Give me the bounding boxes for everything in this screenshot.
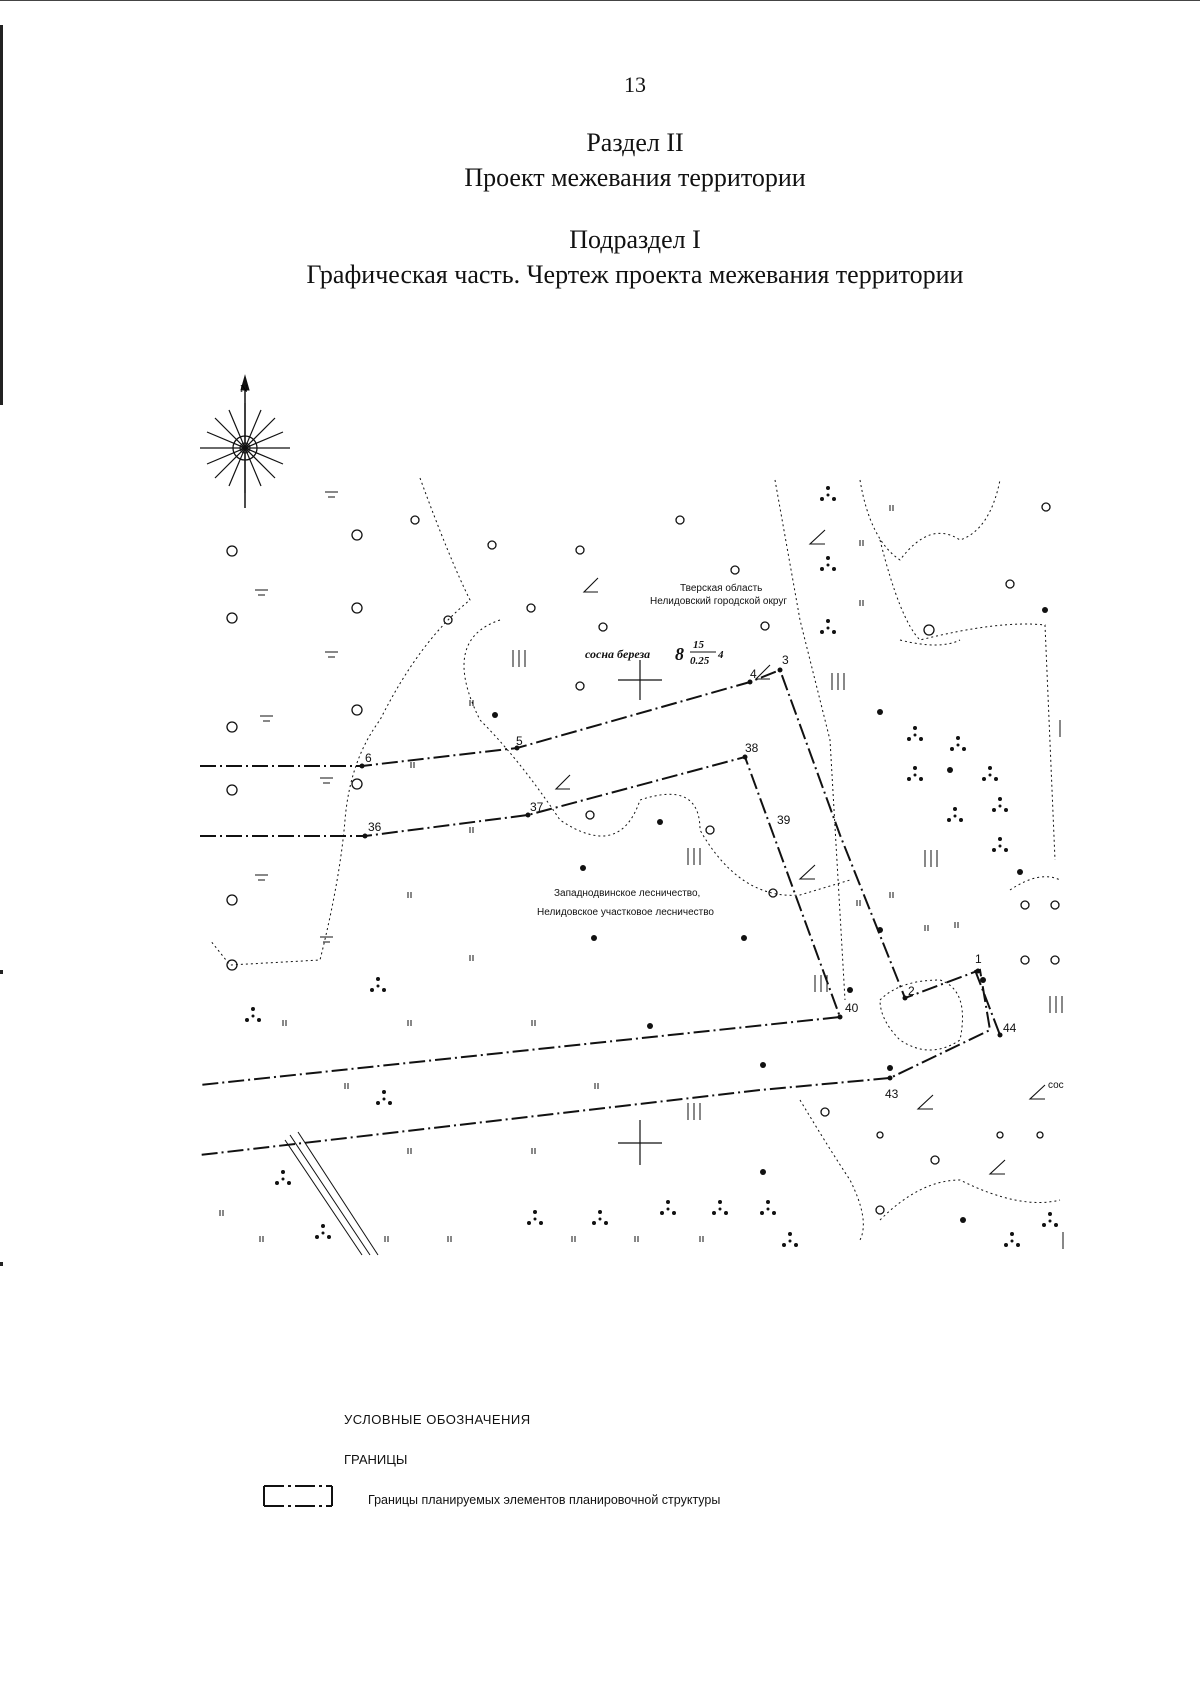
page-top-edge [0,0,1200,1]
grass-symbols [255,492,338,942]
north-label: N [240,383,248,395]
point-label: 6 [365,751,372,765]
legend-subtitle: ГРАНИЦЫ [344,1452,408,1467]
point-label: 5 [516,734,523,748]
subsection-subtitle: Графическая часть. Чертеж проекта межевания территории [306,260,964,289]
legend-item-label: Границы планируемых элементов планировочной структуры [368,1493,721,1507]
section-subtitle: Проект межевания территории [464,163,806,192]
point-label: 36 [368,820,382,834]
forest-num-bottom: 0.25 [690,655,710,667]
dotted-contours [210,478,1060,1240]
point-label: 37 [530,800,544,814]
point-label: 43 [885,1087,899,1101]
point-label: 44 [1003,1021,1017,1035]
forest-note: сосна береза [585,647,651,661]
scan-edge-mark [0,1262,3,1266]
angle-symbols [556,530,1045,1174]
region-label-2: Нелидовский городской округ [650,596,787,607]
survey-map [0,360,1200,1260]
hatch-marks [513,650,1063,1249]
point-label: 38 [745,741,759,755]
forest-num-top: 15 [693,639,704,651]
legend-title: УСЛОВНЫЕ ОБОЗНАЧЕНИЯ [344,1412,531,1427]
compass-rose-icon [200,376,290,508]
point-label: 3 [782,653,789,667]
forestry-label-2: Нелидовское участковое лесничество [537,907,714,918]
section-title: Раздел II [586,128,684,157]
point-label: 2 [908,984,915,998]
point-labels [365,653,1017,1101]
boundary-point-dots [360,668,1003,1081]
double-ticks [220,505,958,1242]
point-label: 4 [750,667,757,681]
circle-symbols [227,503,1059,1214]
point-label: 40 [845,1001,859,1015]
boundary-legend-swatch [262,1483,334,1509]
misc-label: сос [1048,1080,1064,1091]
forest-num-right: 4 [718,649,724,661]
forestry-label-1: Западнодвинское лесничество, [554,888,701,899]
point-label: 1 [975,952,982,966]
point-label: 39 [777,813,791,827]
forest-stand-annotation [585,639,724,667]
subsection-title: Подраздел I [569,225,701,254]
region-label-1: Тверская область [680,583,763,594]
forest-digit: 8 [675,644,684,664]
page-number: 13 [624,72,646,97]
road-lines [285,1132,378,1255]
